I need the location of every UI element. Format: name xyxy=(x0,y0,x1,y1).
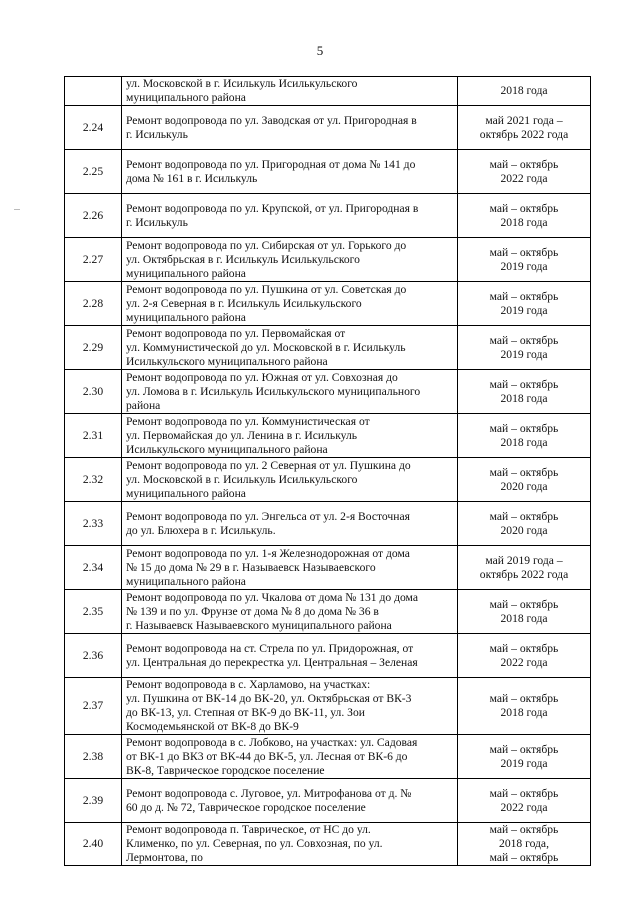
description-line: Ремонт водопровода в с. Лобково, на участках: ул. Садовая xyxy=(126,735,418,749)
description-line: ул. Пушкина от ВК-14 до ВК-20, ул. Октябрьская от ВК-3 xyxy=(126,692,412,705)
period-line: май – октябрь xyxy=(489,465,559,479)
description-line: Ремонт водопровода по ул. Чкалова от дома № 131 до дома xyxy=(126,590,418,604)
row-number-cell: 2.26 xyxy=(65,194,122,238)
description-line: ул. Московской в г. Исилькуль Исилькульского xyxy=(126,77,358,90)
description-line: Ремонт водопровода по ул. 2 Северная от ул. Пушкина до xyxy=(126,458,411,472)
description-line: Ремонт водопровода по ул. Заводская от ул. Пригородная в xyxy=(126,113,417,127)
description-line: Ремонт водопровода в с. Харламово, на участках: xyxy=(126,678,371,691)
page-number: 5 xyxy=(316,43,324,58)
period-cell xyxy=(458,150,591,194)
period-line: 2019 года xyxy=(500,303,548,317)
table-row xyxy=(65,735,591,779)
period-line: май – октябрь xyxy=(489,333,559,347)
description-line: ул. Центральная до перекрестка ул. Центральная – Зеленая xyxy=(126,655,418,669)
table-row xyxy=(65,502,591,546)
period-line: май – октябрь xyxy=(489,201,559,215)
work-description-cell xyxy=(122,194,458,238)
row-number-cell: 2.39 xyxy=(65,779,122,823)
period-line: 2022 года xyxy=(500,655,548,669)
work-description-cell xyxy=(122,106,458,150)
description-line: Ремонт водопровода с. Луговое, ул. Митрофанова от д. № xyxy=(126,786,412,800)
period-cell xyxy=(458,282,591,326)
period-line: 2019 года xyxy=(500,347,548,361)
period-cell xyxy=(458,414,591,458)
description-line: Ремонт водопровода по ул. Пригородная от дома № 141 до xyxy=(126,157,416,171)
work-description-cell xyxy=(122,370,458,414)
period-line: 2018 года xyxy=(500,215,548,229)
work-description-cell xyxy=(122,590,458,634)
works-table xyxy=(64,76,591,866)
period-cell xyxy=(458,106,591,150)
period-cell xyxy=(458,326,591,370)
description-line: района xyxy=(126,398,161,412)
description-line: Ремонт водопровода по ул. 1-я Железнодорожная от дома xyxy=(126,546,410,560)
table-row xyxy=(65,546,591,590)
row-number-cell: 2.24 xyxy=(65,106,122,150)
work-description-cell xyxy=(122,634,458,678)
work-description-cell xyxy=(122,735,458,779)
work-description-cell xyxy=(122,414,458,458)
period-line: май – октябрь xyxy=(489,421,559,435)
description-line: № 139 и по ул. Фрунзе от дома № 8 до дома № 36 в xyxy=(126,604,379,618)
description-line: Исилькульского муниципального района xyxy=(126,354,328,368)
description-line: Ремонт водопровода по ул. Пушкина от ул. Советская до xyxy=(126,282,407,296)
description-line: от ВК-1 до ВК3 от ВК-44 до ВК-5, ул. Лесная от ВК-6 до xyxy=(126,749,408,763)
row-number-cell: 2.40 xyxy=(65,823,122,866)
description-line: муниципального района xyxy=(126,310,246,324)
row-number-cell: 2.33 xyxy=(65,502,122,546)
description-line: ВК-8, Таврическое городское поселение xyxy=(126,763,325,777)
period-line: 2018 года, xyxy=(499,837,549,850)
period-line: май – октябрь xyxy=(489,157,559,171)
period-line: 2020 года xyxy=(500,479,548,493)
period-line: 2022 года xyxy=(500,171,548,185)
work-description-cell xyxy=(122,238,458,282)
period-line: 2018 года xyxy=(500,84,548,97)
period-line: май – октябрь xyxy=(489,823,559,836)
table-row xyxy=(65,414,591,458)
description-line: дома № 161 в г. Исилькуль xyxy=(126,171,258,185)
period-cell xyxy=(458,546,591,590)
row-number-cell: 2.38 xyxy=(65,735,122,779)
work-description-cell xyxy=(122,502,458,546)
period-cell xyxy=(458,823,591,866)
row-number-cell: 2.29 xyxy=(65,326,122,370)
description-line: Исилькульского муниципального района xyxy=(126,442,328,456)
work-description-cell xyxy=(122,282,458,326)
table-row xyxy=(65,106,591,150)
description-line: ул. Коммунистической до ул. Московской в г. Исилькуль xyxy=(126,340,406,354)
period-line: май 2019 года – xyxy=(485,553,563,567)
period-line: май – октябрь xyxy=(489,786,559,800)
period-line: 2018 года xyxy=(500,435,548,449)
row-number-cell: 2.36 xyxy=(65,634,122,678)
row-number-cell: 2.28 xyxy=(65,282,122,326)
description-line: Ремонт водопровода по ул. Южная от ул. Совхозная до xyxy=(126,370,398,384)
description-line: муниципального района xyxy=(126,91,246,104)
table-row xyxy=(65,823,591,866)
description-line: Ремонт водопровода по ул. Коммунистическая от xyxy=(126,414,370,428)
row-number-cell: 2.32 xyxy=(65,458,122,502)
work-description-cell xyxy=(122,77,458,106)
description-line: Ремонт водопровода на ст. Стрела по ул. Придорожная, от xyxy=(126,641,414,655)
description-line: Космодемьянской от ВК-8 до ВК-9 xyxy=(126,720,299,733)
work-description-cell xyxy=(122,779,458,823)
description-line: до ул. Блюхера в г. Исилькуль. xyxy=(126,523,276,537)
description-line: Ремонт водопровода по ул. Сибирская от ул. Горького до xyxy=(126,238,407,252)
description-line: г. Исилькуль xyxy=(126,215,188,229)
period-cell xyxy=(458,590,591,634)
description-line: Ремонт водопровода по ул. Энгельса от ул. 2-я Восточная xyxy=(126,509,410,523)
description-line: до ВК-13, ул. Степная от ВК-9 до ВК-11, ул. Зои xyxy=(126,706,365,719)
period-cell xyxy=(458,678,591,735)
description-line: ул. Первомайская до ул. Ленина в г. Исилькуль xyxy=(126,428,358,442)
period-line: май – октябрь xyxy=(489,377,559,391)
period-cell xyxy=(458,370,591,414)
row-number-cell: 2.25 xyxy=(65,150,122,194)
period-line: октябрь 2022 года xyxy=(479,567,569,581)
period-line: 2022 года xyxy=(500,800,548,814)
description-line: муниципального района xyxy=(126,266,246,280)
scan-mark xyxy=(14,209,20,210)
table-row xyxy=(65,634,591,678)
table-row xyxy=(65,370,591,414)
table-row xyxy=(65,238,591,282)
period-line: 2019 года xyxy=(500,756,548,770)
work-description-cell xyxy=(122,546,458,590)
period-line: май – октябрь xyxy=(489,245,559,259)
period-cell xyxy=(458,735,591,779)
description-line: г. Называевск Называевского муниципального района xyxy=(126,618,392,632)
period-line: май 2021 года – xyxy=(485,113,563,127)
table-row xyxy=(65,77,591,106)
period-cell xyxy=(458,77,591,106)
description-line: Ремонт водопровода по ул. Первомайская от xyxy=(126,326,346,340)
works-table-body xyxy=(65,77,591,866)
table-row xyxy=(65,282,591,326)
table-row xyxy=(65,590,591,634)
table-row xyxy=(65,150,591,194)
table-row xyxy=(65,779,591,823)
period-line: май – октябрь xyxy=(489,851,559,864)
period-line: май – октябрь xyxy=(489,289,559,303)
table-row xyxy=(65,326,591,370)
period-line: май – октябрь xyxy=(489,742,559,756)
description-line: ул. Ломова в г. Исилькуль Исилькульского муниципального xyxy=(126,384,421,398)
period-line: октябрь 2022 года xyxy=(479,127,569,141)
row-number-cell: 2.34 xyxy=(65,546,122,590)
period-cell xyxy=(458,194,591,238)
period-cell xyxy=(458,458,591,502)
period-line: май – октябрь xyxy=(489,641,559,655)
description-line: Ремонт водопровода п. Таврическое, от НС до ул. xyxy=(126,823,371,836)
work-description-cell xyxy=(122,823,458,866)
period-line: 2019 года xyxy=(500,259,548,273)
description-line: 60 до д. № 72, Таврическое городское поселение xyxy=(126,800,366,814)
description-line: г. Исилькуль xyxy=(126,127,188,141)
table-row xyxy=(65,678,591,735)
description-line: муниципального района xyxy=(126,574,246,588)
description-line: Ремонт водопровода по ул. Крупской, от ул. Пригородная в xyxy=(126,201,419,215)
description-line: ул. 2-я Северная в г. Исилькуль Исилькульского xyxy=(126,296,362,310)
description-line: № 15 до дома № 29 в г. Называевск Называевского xyxy=(126,560,376,574)
period-cell xyxy=(458,779,591,823)
period-cell xyxy=(458,502,591,546)
row-number-cell: 2.35 xyxy=(65,590,122,634)
period-line: 2018 года xyxy=(500,611,548,625)
row-number-cell: 2.27 xyxy=(65,238,122,282)
table-row xyxy=(65,194,591,238)
period-line: 2020 года xyxy=(500,523,548,537)
period-cell xyxy=(458,238,591,282)
period-line: 2018 года xyxy=(500,706,548,719)
work-description-cell xyxy=(122,458,458,502)
description-line: муниципального района xyxy=(126,486,246,500)
work-description-cell xyxy=(122,678,458,735)
table-row xyxy=(65,458,591,502)
description-line: Клименко, по ул. Северная, по ул. Совхозная, по ул. xyxy=(126,837,383,850)
period-line: май – октябрь xyxy=(489,692,559,705)
row-number-cell: 2.37 xyxy=(65,678,122,735)
row-number-cell: 2.31 xyxy=(65,414,122,458)
period-line: 2018 года xyxy=(500,391,548,405)
description-line: Лермонтова, по xyxy=(126,851,203,864)
work-description-cell xyxy=(122,326,458,370)
period-line: май – октябрь xyxy=(489,509,559,523)
description-line: ул. Московской в г. Исилькуль Исилькульского xyxy=(126,472,358,486)
period-cell xyxy=(458,634,591,678)
period-line: май – октябрь xyxy=(489,597,559,611)
row-number-cell xyxy=(65,77,122,106)
description-line: ул. Октябрьская в г. Исилькуль Исилькульского xyxy=(126,252,360,266)
row-number-cell: 2.30 xyxy=(65,370,122,414)
work-description-cell xyxy=(122,150,458,194)
